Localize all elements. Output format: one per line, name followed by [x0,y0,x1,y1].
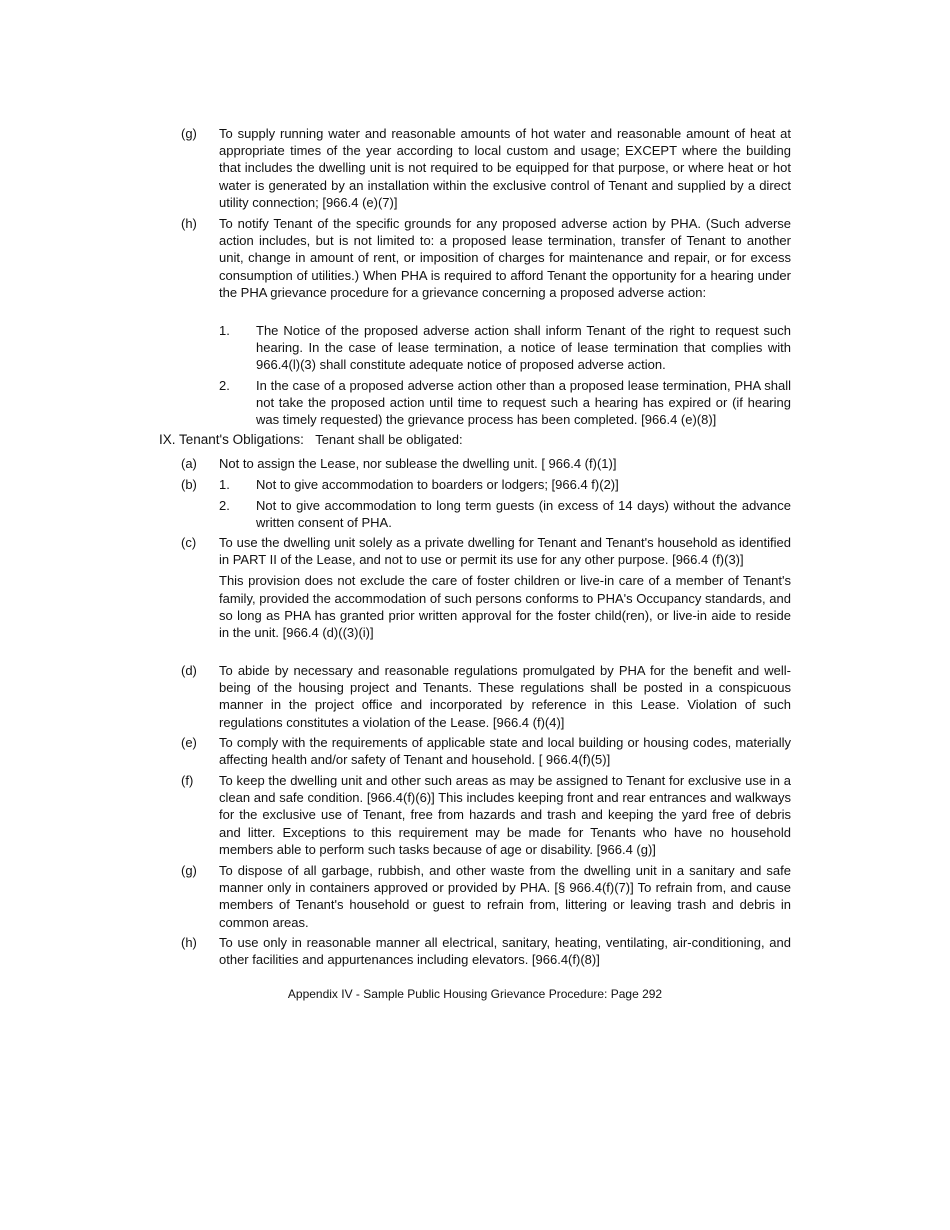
obligation-text: Not to assign the Lease, nor sublease the dwelling unit. [ 966.4 (f)(1)] [219,456,617,471]
subclause-label: 1. [219,323,230,338]
obligation-b-sub-2 [219,497,791,531]
obligation-text: To comply with the requirements of applicable state and local building or housing codes, materially affecting health and/or safety of Tenant and household. [ 966.4(f)(5)] [219,735,791,768]
obligation-b-sub-1 [219,476,791,493]
obligation-text-foster-care: This provision does not exclude the care of foster children or live-in care of a member of Tenant's family, provided the accommodation of such persons conforms to PHA's Occupancy standards, and so long as PHA has granted prior written approval for the foster child(ren), or live-in aide to reside in the unit. [966.4 (d)((3)(i)] [219,573,791,641]
obligation-label: (b) [181,477,197,492]
clause-text: To supply running water and reasonable amounts of hot water and reasonable amount of heat at appropriate times of the year according to local custom and usage; EXCEPT where the building that includes the dwelling unit is not required to be equipped for that purpose, or where heat or hot water is generated by an installation within the exclusive control of Tenant and supplied by a direct utility connection; [966.4 (e)(7)] [219,126,791,210]
subclause-label: 1. [219,477,230,492]
obligation-label: (e) [181,735,197,750]
subclause-text: In the case of a proposed adverse action other than a proposed lease termination, PHA shall not take the proposed action until time to request such a hearing has expired or (if hearing was timely requested) the grievance process has been completed. [966.4 (e)(8)] [256,378,791,428]
section-title: IX. Tenant's Obligations: [159,432,304,447]
obligation-text: To use the dwelling unit solely as a private dwelling for Tenant and Tenant's household as identified in PART II of the Lease, and not to use or permit its use for any other purpose. [966.4 (f)(3)] [219,535,791,568]
obligation-a [181,455,791,472]
obligation-label: (d) [181,663,197,678]
obligation-d [181,662,791,731]
subclause-text: Not to give accommodation to long term guests (in excess of 14 days) without the advance written consent of PHA. [256,498,791,531]
subclause-label: 2. [219,498,230,514]
clause-g-utilities [181,125,791,211]
clause-label: (h) [181,216,197,231]
obligation-c [181,534,791,641]
obligation-text: To abide by necessary and reasonable regulations promulgated by PHA for the benefit and well-being of the housing project and Tenants. These regulations shall be posted in a conspicuous manner in the project office and incorporated by reference in this Lease. Violation of such regulations constitutes a violation of the Lease. [966.4 (f)(4)] [219,663,791,730]
obligation-label: (f) [181,773,194,788]
clause-h-adverse-action [181,215,791,301]
subclause-h-2 [219,377,791,429]
obligation-text: To keep the dwelling unit and other such areas as may be assigned to Tenant for exclusive use in a clean and safe condition. [966.4(f)(6)] This includes keeping front and rear entrances and walkways for the exclusive use of Tenant, free from hazards and trash and keeping the yard free of debris and litter. Exceptions to this requirement may be made for Tenants who have no household members able to perform such tasks because of age or disability. [966.4 (g)] [219,773,791,857]
obligation-text: To use only in reasonable manner all electrical, sanitary, heating, ventilating, air-conditioning, and other facilities and appurtenances including elevators. [966.4(f)(8)] [219,935,791,968]
obligation-label: (g) [181,863,197,878]
obligation-h [181,934,791,968]
clause-label: (g) [181,126,197,141]
section-intro: Tenant shall be obligated: [315,432,463,447]
clause-text: To notify Tenant of the specific grounds for any proposed adverse action by PHA. (Such adverse action includes, but is not limited to: a proposed lease termination, transfer of Tenant to another unit, change in amount of rent, or imposition of charges for maintenance and repair, or for excess consumption of utilities.) When PHA is required to afford Tenant the opportunity for a hearing under the PHA grievance procedure for a grievance concerning a proposed adverse action: [219,216,791,300]
subclause-h-1 [219,322,791,374]
obligation-label: (c) [181,535,197,550]
page-footer: Appendix IV - Sample Public Housing Grievance Procedure: Page 292 [287,987,663,1001]
subclause-text: The Notice of the proposed adverse action shall inform Tenant of the right to request such hearing. In the case of lease termination, a notice of lease termination that complies with 966.4(l)(3) shall constitute adequate notice of proposed adverse action. [256,323,791,373]
subclause-label: 2. [219,378,230,393]
subclause-text: Not to give accommodation to boarders or lodgers; [966.4 f)(2)] [256,477,619,492]
obligation-text: To dispose of all garbage, rubbish, and other waste from the dwelling unit in a sanitary and safe manner only in containers approved or provided by PHA. [§ 966.4(f)(7)] To refrain from, and cause members of Tenant's household or guest to refrain from, littering or leaving trash and debris in common areas. [219,863,791,930]
obligation-e [181,734,791,768]
obligation-b [181,476,791,532]
obligation-g [181,862,791,931]
obligation-f [181,772,791,858]
section-heading [159,431,463,449]
obligation-label: (a) [181,456,197,471]
obligation-label: (h) [181,935,197,950]
